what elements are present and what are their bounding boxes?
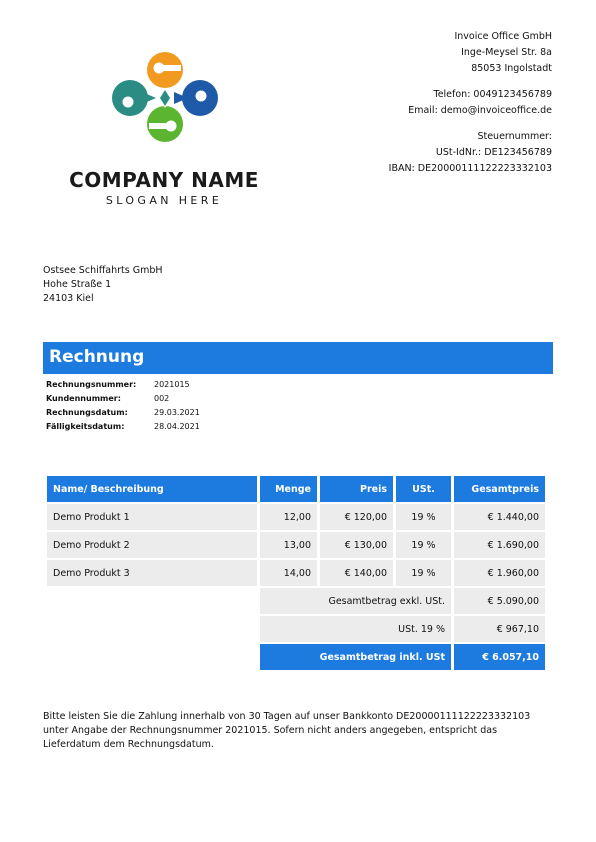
- total-net-label: Gesamtbetrag exkl. USt.: [260, 588, 451, 614]
- meta-value: 28.04.2021: [154, 422, 200, 431]
- sender-company: Invoice Office GmbH: [454, 31, 552, 42]
- logo-emblem-icon: [112, 52, 218, 142]
- meta-label: Fälligkeitsdatum:: [46, 422, 125, 431]
- meta-row: [46, 392, 200, 406]
- total-gross-row: [47, 644, 545, 670]
- meta-row: [46, 406, 200, 420]
- cell-price: € 130,00: [320, 532, 393, 558]
- cell-name: Demo Produkt 3: [47, 560, 257, 586]
- recipient-city: 24103 Kiel: [43, 293, 94, 304]
- recipient-address: [43, 264, 163, 306]
- total-gross-label: Gesamtbetrag inkl. USt: [260, 644, 451, 670]
- logo-orange-petal: [147, 52, 183, 88]
- recipient-street: Hohe Straße 1: [43, 279, 112, 290]
- sender-vat-id: USt-IdNr.: DE123456789: [435, 147, 552, 158]
- company-slogan: SLOGAN HERE: [105, 194, 223, 207]
- meta-value: 002: [154, 394, 170, 403]
- header-vat: USt.: [396, 476, 451, 502]
- total-net-row: [47, 588, 545, 614]
- logo-blue-petal: [174, 80, 218, 116]
- cell-price: € 120,00: [320, 504, 393, 530]
- cell-vat: 19 %: [396, 560, 451, 586]
- meta-row: [46, 420, 200, 434]
- logo-green-petal: [147, 106, 183, 142]
- table-row: [47, 532, 545, 558]
- cell-name: Demo Produkt 1: [47, 504, 257, 530]
- total-vat-label: USt. 19 %: [260, 616, 451, 642]
- meta-value: 2021015: [154, 380, 190, 389]
- header-price: Preis: [320, 476, 393, 502]
- invoice-meta: [46, 378, 200, 434]
- cell-total: € 1.960,00: [454, 560, 545, 586]
- cell-total: € 1.440,00: [454, 504, 545, 530]
- meta-label: Kundennummer:: [46, 394, 121, 403]
- sender-city: 85053 Ingolstadt: [471, 63, 552, 74]
- total-gross-value: € 6.057,10: [454, 644, 545, 670]
- invoice-title-bar: [43, 342, 553, 374]
- payment-note: Bitte leisten Sie die Zahlung innerhalb von 30 Tagen auf unser Bankkonto DE20000111122223332103 unter Angabe der Rechnungsnummer 2021015. Sofern nicht anders angegeben, entspricht das Lieferdatum dem Rechnungsdatum.: [43, 711, 531, 750]
- sender-tax-number: Steuernummer:: [477, 131, 552, 142]
- cell-name: Demo Produkt 2: [47, 532, 257, 558]
- table-row: [47, 560, 545, 586]
- total-net-value: € 5.090,00: [454, 588, 545, 614]
- sender-email: Email: demo@invoiceoffice.de: [408, 105, 552, 116]
- sender-street: Inge-Meysel Str. 8a: [461, 47, 552, 58]
- total-vat-row: [47, 616, 545, 642]
- company-name: COMPANY NAME: [69, 168, 259, 192]
- invoice-title: Rechnung: [49, 347, 145, 367]
- header-name: Name/ Beschreibung: [47, 476, 257, 502]
- total-vat-value: € 967,10: [454, 616, 545, 642]
- logo-teal-petal: [112, 80, 156, 116]
- cell-qty: 13,00: [260, 532, 317, 558]
- sender-phone: Telefon: 0049123456789: [433, 89, 552, 100]
- cell-qty: 14,00: [260, 560, 317, 586]
- company-logo: [56, 52, 276, 212]
- recipient-company: Ostsee Schiffahrts GmbH: [43, 265, 163, 276]
- meta-label: Rechnungsdatum:: [46, 408, 128, 417]
- invoice-items-table: [44, 474, 548, 672]
- table-header-row: [47, 476, 545, 502]
- sender-iban: IBAN: DE20000111122223332103: [388, 163, 552, 174]
- header-qty: Menge: [260, 476, 317, 502]
- meta-row: [46, 378, 200, 392]
- meta-value: 29.03.2021: [154, 408, 200, 417]
- header-total: Gesamtpreis: [454, 476, 545, 502]
- sender-block: [389, 29, 552, 177]
- meta-label: Rechnungsnummer:: [46, 380, 137, 389]
- cell-vat: 19 %: [396, 504, 451, 530]
- cell-total: € 1.690,00: [454, 532, 545, 558]
- table-row: [47, 504, 545, 530]
- cell-vat: 19 %: [396, 532, 451, 558]
- cell-qty: 12,00: [260, 504, 317, 530]
- cell-price: € 140,00: [320, 560, 393, 586]
